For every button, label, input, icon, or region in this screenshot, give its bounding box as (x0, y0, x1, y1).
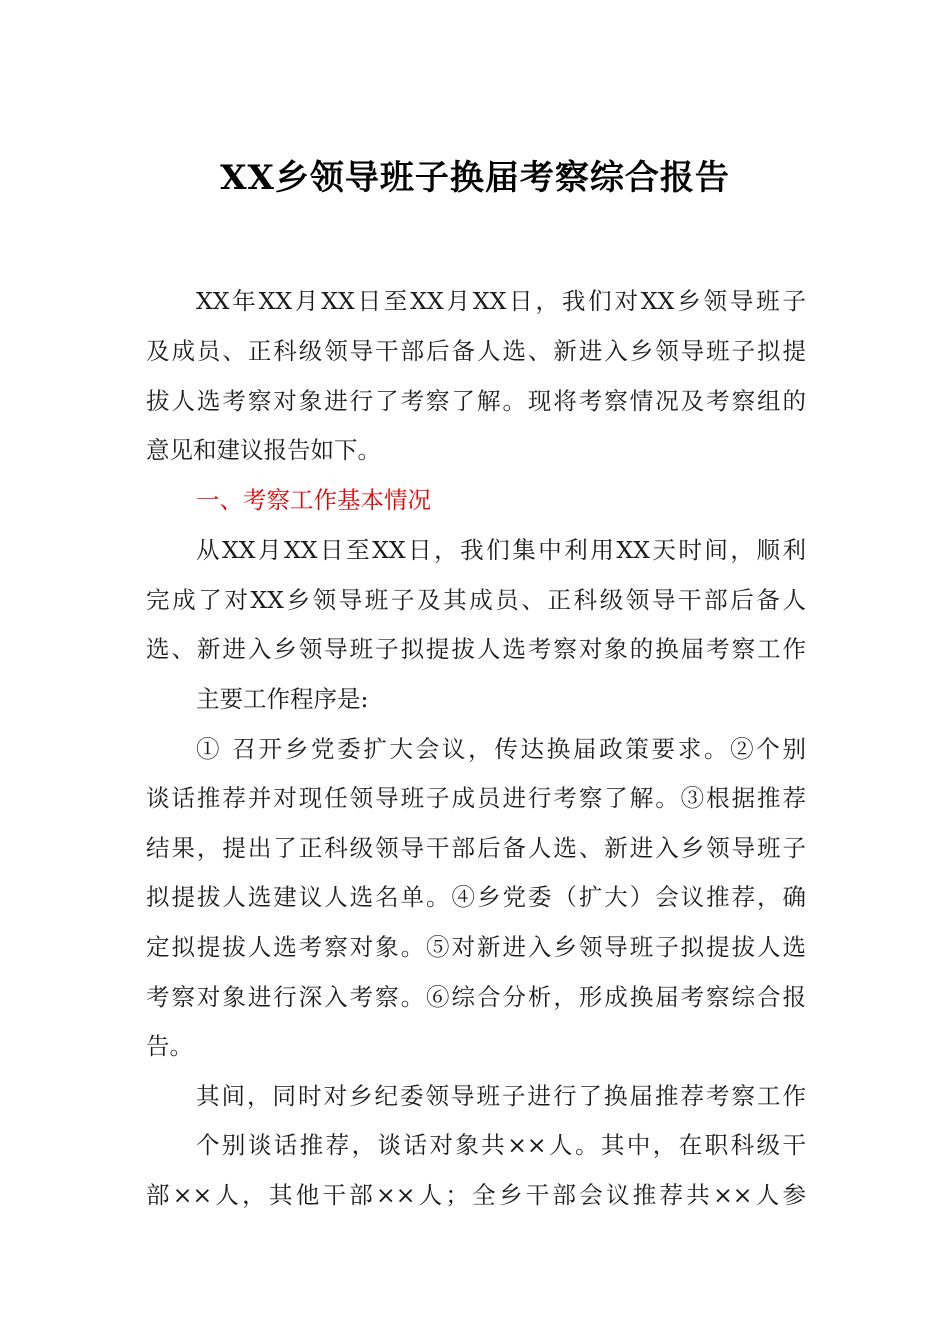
paragraph-line: 个别谈话推荐，谈话对象共××人。其中，在职科级干 (196, 1131, 806, 1159)
paragraph-line: ① 召开乡党委扩大会议，传达换届政策要求。②个别 (196, 735, 806, 763)
paragraph-line: 主要工作程序是: (196, 685, 369, 713)
paragraph-line: 从XX月XX日至XX日，我们集中利用XX天时间，顺利 (196, 536, 806, 564)
paragraph-line: 及成员、正科级领导干部后备人选、新进入乡领导班子拟提 (146, 337, 806, 365)
paragraph-line: 意见和建议报告如下。 (146, 436, 381, 464)
paragraph-line: 谈话推荐并对现任领导班子成员进行考察了解。③根据推荐 (146, 784, 806, 812)
paragraph-line: 其间，同时对乡纪委领导班子进行了换届推荐考察工作 (196, 1082, 806, 1110)
paragraph-line: 告。 (146, 1032, 193, 1060)
section-heading: 一、考察工作基本情况 (196, 486, 431, 514)
paragraph-line: 完成了对XX乡领导班子及其成员、正科级领导干部后备人 (146, 586, 806, 614)
paragraph-line: 拔人选考察对象进行了考察了解。现将考察情况及考察组的 (146, 387, 806, 415)
paragraph-line: 考察对象进行深入考察。⑥综合分析，形成换届考察综合报 (146, 983, 806, 1011)
document-title: XX乡领导班子换届考察综合报告 (220, 158, 730, 198)
paragraph-line: 定拟提拔人选考察对象。⑤对新进入乡领导班子拟提拔人选 (146, 933, 806, 961)
paragraph-line: 拟提拔人选建议人选名单。④乡党委（扩大）会议推荐，确 (146, 883, 806, 911)
paragraph-line: XX年XX月XX日至XX月XX日，我们对XX乡领导班子 (196, 287, 806, 315)
paragraph-line: 选、新进入乡领导班子拟提拔人选考察对象的换届考察工作 (146, 635, 806, 663)
paragraph-line: 结果，提出了正科级领导干部后备人选、新进入乡领导班子 (146, 834, 806, 862)
paragraph-line: 部××人，其他干部××人；全乡干部会议推荐共××人参 (146, 1181, 806, 1209)
